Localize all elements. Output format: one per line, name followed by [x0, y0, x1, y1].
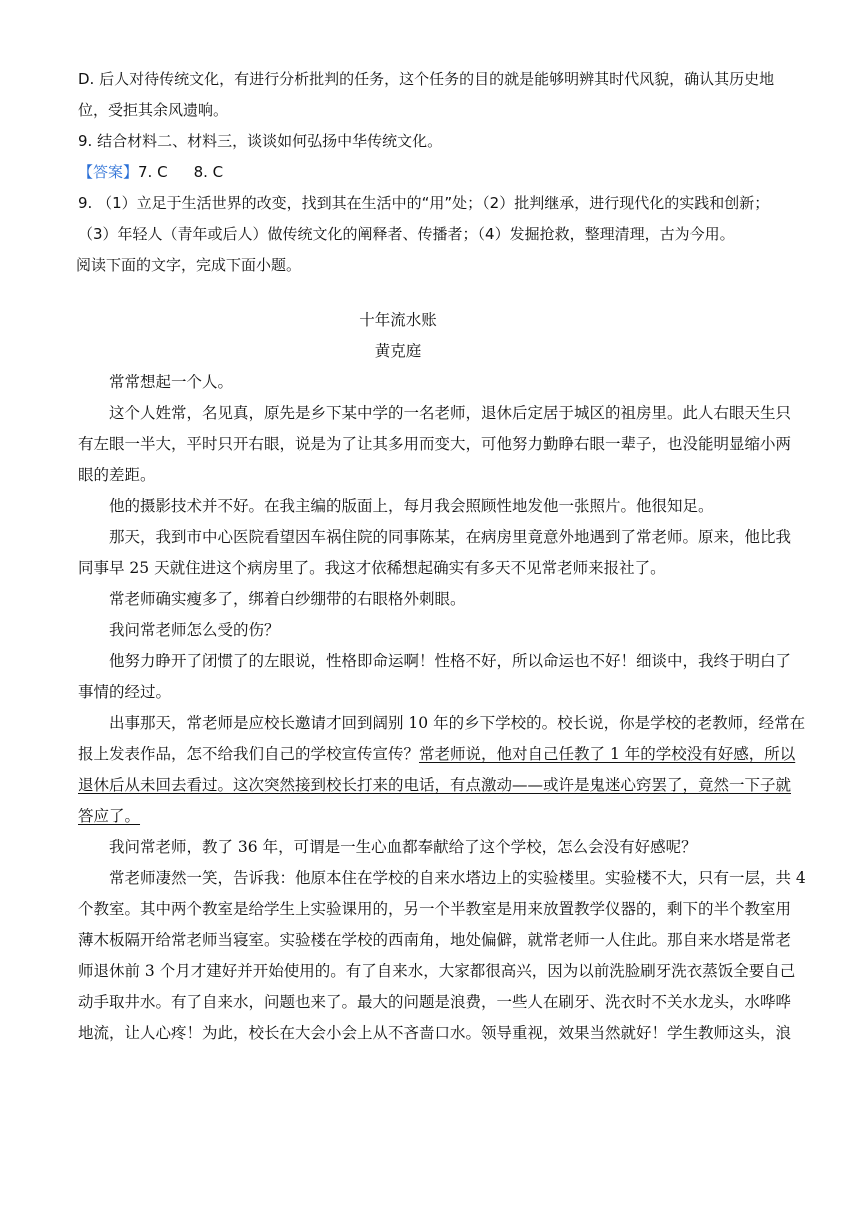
paragraph-line: 我问常老师，教了 36 年，可谓是一生心血都奉献给了这个学校，怎么会没有好感呢？ [109, 838, 697, 856]
answer-9-line-1: 9. （1）立足于生活世界的改变，找到其在生活中的“用”处；（2）批判继承，进行现代化的实践和创新； [78, 194, 770, 212]
answer-tag: 【答案】 [78, 163, 139, 181]
story-author: 黄克庭 [374, 342, 422, 360]
story-passage [78, 305, 806, 1049]
paragraph-line: 他努力睁开了闭惯了的左眼说，性格即命运啊！性格不好，所以命运也不好！细谈中，我终于明白了 [109, 652, 792, 670]
paragraph-line: 地流，让人心疼！为此，校长在大会小会上从不吝啬口水。领导重视，效果当然就好！学生教师这头，浪 [78, 1024, 792, 1042]
paragraph-line [78, 770, 798, 801]
underlined-text: 答应了。 [78, 807, 141, 825]
answer-9-line-2: （3）年轻人（青年或后人）做传统文化的阐释者、传播者；（4）发掘抢救，整理清理，古为今用。 [78, 225, 735, 243]
answer-8: 8. C [193, 163, 224, 181]
plain-text: 报上发表作品，怎不给我们自己的学校宣传宣传？ [78, 745, 420, 763]
paragraph-line [78, 801, 798, 832]
paragraph-line: 眼的差距。 [78, 466, 156, 484]
option-d-line-2: 位，受拒其余风遗响。 [78, 101, 229, 119]
paragraph-line: 常常想起一个人。 [109, 373, 234, 391]
answer-7: 7. C [138, 163, 168, 181]
paragraph-line: 那天，我到市中心医院看望因车祸住院的同事陈某，在病房里竟意外地遇到了常老师。原来，他比我 [109, 528, 792, 546]
answer-line [78, 157, 788, 188]
paragraph-line: 薄木板隔开给常老师当寝室。实验楼在学校的西南角，地处偏僻，就常老师一人住此。那自来水塔是常老 [78, 931, 792, 949]
question-9: 9. 结合材料二、材料三，谈谈如何弘扬中华传统文化。 [78, 132, 443, 150]
question-answer-section [78, 64, 788, 281]
paragraph-line: 常老师凄然一笑，告诉我：他原本住在学校的自来水塔边上的实验楼里。实验楼不大，只有一层，共 4 [109, 869, 806, 887]
paragraph-line: 事情的经过。 [78, 683, 172, 701]
paragraph-line: 他的摄影技术并不好。在我主编的版面上，每月我会照顾性地发他一张照片。他很知足。 [109, 497, 714, 515]
underlined-text: 退休后从未回去看过。这次突然接到校长打来的电话，有点激动——或许是鬼迷心窍罢了，竟然一下子就 [78, 776, 792, 794]
option-d-line-1: D. 后人对待传统文化，有进行分析批判的任务，这个任务的目的就是能够明辨其时代风貌，确认其历史地 [78, 70, 775, 88]
paragraph-line: 动手取井水。有了自来水，问题也来了。最大的问题是浪费，一些人在刷牙、洗衣时不关水龙头，水哗哗 [78, 993, 792, 1011]
paragraph-line: 我问常老师怎么受的伤？ [109, 621, 280, 639]
paragraph-line [78, 739, 798, 770]
paragraph-line: 常老师确实瘦多了，绑着白纱绷带的右眼格外刺眼。 [109, 590, 466, 608]
underlined-text: 常老师说，他对自己任教了 1 年的学校没有好感，所以 [419, 745, 796, 763]
paragraph-line: 个教室。其中两个教室是给学生上实验课用的，另一个半教室是用来放置教学仪器的，剩下的半个教室用 [78, 900, 792, 918]
paragraph-line: 这个人姓常，名见真，原先是乡下某中学的一名老师，退休后定居于城区的祖房里。此人右眼天生只 [109, 404, 792, 422]
paragraph-line: 有左眼一半大，平时只开右眼，说是为了让其多用而变大，可他努力勤睁右眼一辈子，也没能明显缩小两 [78, 435, 792, 453]
reading-instruction: 阅读下面的文字，完成下面小题。 [76, 256, 302, 274]
story-title: 十年流水账 [359, 311, 437, 329]
paragraph-line: 师退休前 3 个月才建好并开始使用的。有了自来水，大家都很高兴，因为以前洗脸刷牙洗衣蒸饭全要自己 [78, 962, 796, 980]
paragraph-line: 出事那天，常老师是应校长邀请才回到阔别 10 年的乡下学校的。校长说，你是学校的老教师，经常在 [109, 714, 806, 732]
paragraph-line: 同事早 25 天就住进这个病房里了。我这才依稀想起确实有多天不见常老师来报社了。 [78, 559, 666, 577]
